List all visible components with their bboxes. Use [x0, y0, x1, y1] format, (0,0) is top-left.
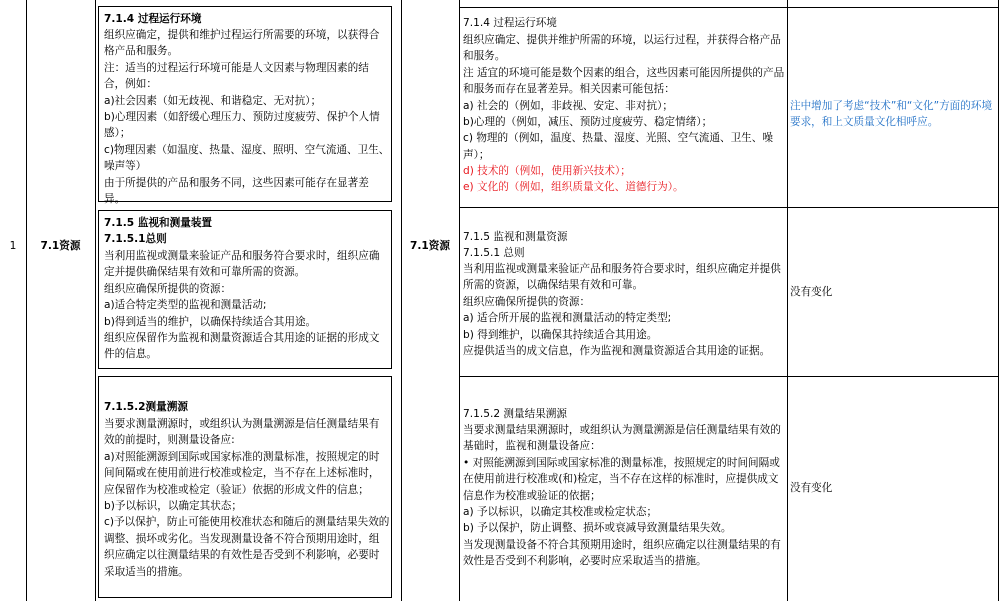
remark-7-1-4: 注中增加了考虑“技术”和“文化”方面的环境要求，和上文质量文化相呼应。 — [790, 100, 993, 129]
clause-old: 7.1资源 — [40, 240, 81, 252]
old-block-7-1-5 — [98, 210, 392, 369]
table-line — [459, 7, 999, 8]
remark-7-1-5-1: 没有变化 — [790, 286, 833, 298]
new-block-red-line: e) 文化的（例如，组织质量文化、道德行为）。 — [463, 181, 684, 193]
old-block-body: 组织应确定，提供和维护过程运行所需要的环境，以获得合格产品和服务。 注：适当的过程运行环境可能是人文因素与物理因素的结合，例如： a)社会因素（如无歧视、和谐稳定、无对抗）； b)心理因素（如舒缓心理压力、预防过度疲劳、保护个人情感）； c)物理因素（如温度、热量、湿度、照明、空气流通、卫生、噪声等） 由于所提供的产品和服务不同，这些因素可能存在显著差异。 — [104, 29, 390, 206]
table-line — [998, 0, 999, 601]
new-block-red-line: d) 技术的（例如，使用新兴技术）； — [463, 165, 631, 177]
old-block-7-1-5-2 — [98, 376, 392, 598]
clause-new: 7.1资源 — [410, 240, 450, 252]
table-line — [95, 0, 96, 601]
new-block-title: 7.1.5 监视和测量资源 — [463, 231, 568, 243]
table-line — [26, 0, 27, 601]
old-block-subtitle: 7.1.5.1总则 — [104, 233, 167, 245]
old-block-7-1-4 — [98, 6, 392, 206]
table-line — [401, 0, 402, 601]
table-line — [459, 207, 999, 208]
new-block-body: 当利用监视或测量来验证产品和服务符合要求时，组织应确定并提供所需的资源，以确保结果有效和可靠。 组织应确保所提供的资源： a) 适合所开展的监视和测量活动的特定类型; b) 得到维护，以确保其持续适合其用途。 应提供适当的成文信息，作为监视和测量资源适合其用途的证据。 — [463, 263, 781, 358]
old-block-title: 7.1.5 监视和测量装置 — [104, 217, 213, 229]
old-block-title: 7.1.4 过程运行环境 — [104, 13, 202, 25]
table-line — [459, 0, 460, 601]
new-block-title: 7.1.5.2 测量结果溯源 — [463, 408, 567, 420]
table-line — [787, 0, 788, 601]
new-block-body: 组织应确定、提供并维护所需的环境，以运行过程，并获得合格产品和服务。 注 适宜的环境可能是数个因素的组合，这些因素可能因所提供的产品和服务而存在显著差异。相关因素可能包括： a) 社会的（例如，非歧视、安定、非对抗）； b)心理的（例如，减压、预防过度疲劳、稳定情绪）； c) 物理的（例如，温度、热量、湿度、光照、空气流通、卫生、噪声）； — [463, 34, 785, 161]
old-block-body: 当利用监视或测量来验证产品和服务符合要求时，组织应确定并提供确保结果有效和可靠所需的资源。 组织应确保所提供的资源： a)适合特定类型的监视和测量活动; b)得到适当的维护，以确保持续适合其用途。 组织应保留作为监视和测量资源适合其用途的证据的形成文件的信息。 — [104, 250, 380, 361]
new-block-title: 7.1.4 过程运行环境 — [463, 17, 557, 29]
new-block-body: 当要求测量结果溯源时，或组织认为测量溯源是信任测量结果有效的基础时，监视和测量设备应： • 对照能溯源到国际或国家标准的测量标准，按照规定的时间间隔或在使用前进行校准或(和)检定，当不存在这样的标准时，应提供成文信息作为校准或验证的依据； a) 予以标识，以确定其校准或检定状态； b) 予以保护，防止调整、损坏或衰减导致测量结果失效。 当发现测量设备不符合其预期用途时，组织应确定以往测量结果的有效性是否受到不利影响，必要时应采取适当的措施。 — [463, 424, 781, 568]
new-block-subtitle: 7.1.5.1 总则 — [463, 247, 525, 259]
row-number: 1 — [9, 240, 17, 252]
old-block-title: 7.1.5.2测量溯源 — [104, 401, 188, 413]
old-block-body: 当要求测量溯源时，或组织认为测量溯源是信任测量结果有效的前提时，则测量设备应: a)对照能溯源到国际或国家标准的测量标准，按照规定的时间间隔或在使用前进行校准或检定，当不存在上述标准时，应保留作为校准或检定（验证）依据的形成文件的信息； b)予以标识，以确定其状态； c)予以保护，防止可能使用校准状态和随后的测量结果失效的调整、损坏或劣化。当发现测量设备不符合预期用途时，组织应确定以往测量结果的有效性是否受到不利影响，必要时采取适当的措施。 — [104, 418, 390, 578]
table-line — [459, 376, 999, 377]
remark-7-1-5-2: 没有变化 — [790, 482, 833, 494]
